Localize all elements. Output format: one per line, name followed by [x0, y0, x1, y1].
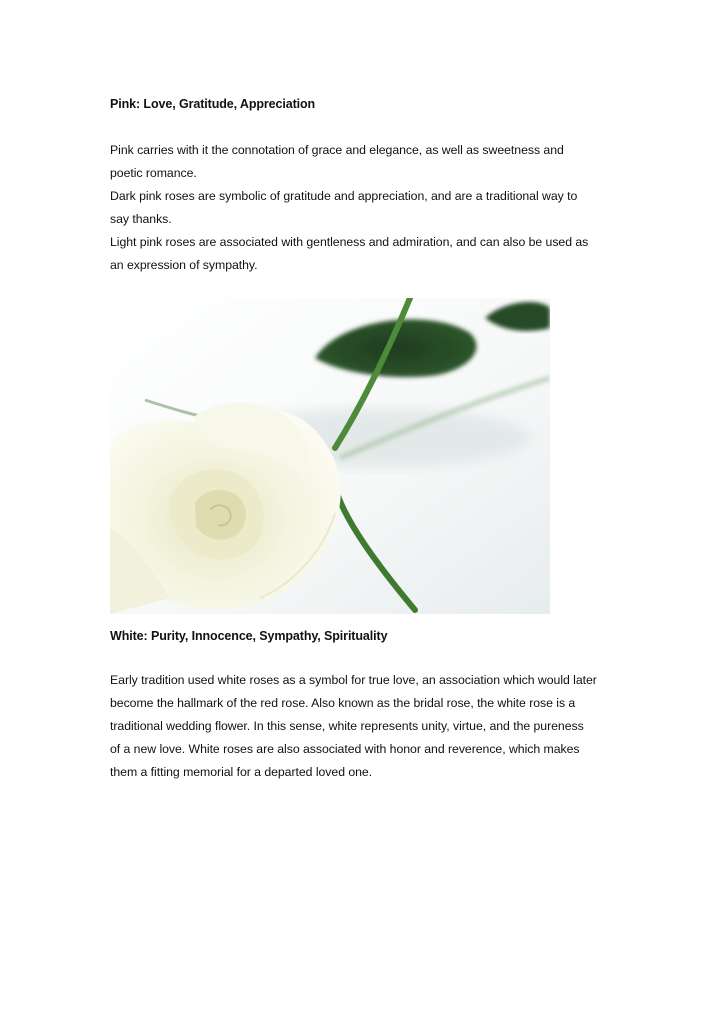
paragraph-line: Dark pink roses are symbolic of gratitude and appreciation, and are a traditional way to [110, 189, 578, 203]
paragraph-line: Light pink roses are associated with gentleness and admiration, and can also be used as [110, 235, 589, 249]
pink-section-paragraph [110, 139, 630, 277]
paragraph-line: of a new love. White roses are also associated with honor and reverence, which makes [110, 742, 580, 756]
white-section-heading: White: Purity, Innocence, Sympathy, Spirituality [110, 629, 388, 643]
paragraph-line: them a fitting memorial for a departed loved one. [110, 765, 373, 779]
paragraph-line: traditional wedding flower. In this sense, white represents unity, virtue, and the pureness [110, 719, 584, 733]
paragraph-line: Early tradition used white roses as a symbol for true love, an association which would later [110, 673, 597, 687]
paragraph-line: say thanks. [110, 212, 172, 226]
paragraph-line: an expression of sympathy. [110, 258, 258, 272]
paragraph-line: become the hallmark of the red rose. Also known as the bridal rose, the white rose is a [110, 696, 576, 710]
white-section-paragraph [110, 669, 630, 784]
paragraph-line: poetic romance. [110, 166, 197, 180]
pink-section-heading: Pink: Love, Gratitude, Appreciation [110, 97, 316, 111]
white-rose-photo [110, 298, 550, 614]
paragraph-line: Pink carries with it the connotation of grace and elegance, as well as sweetness and [110, 143, 564, 157]
